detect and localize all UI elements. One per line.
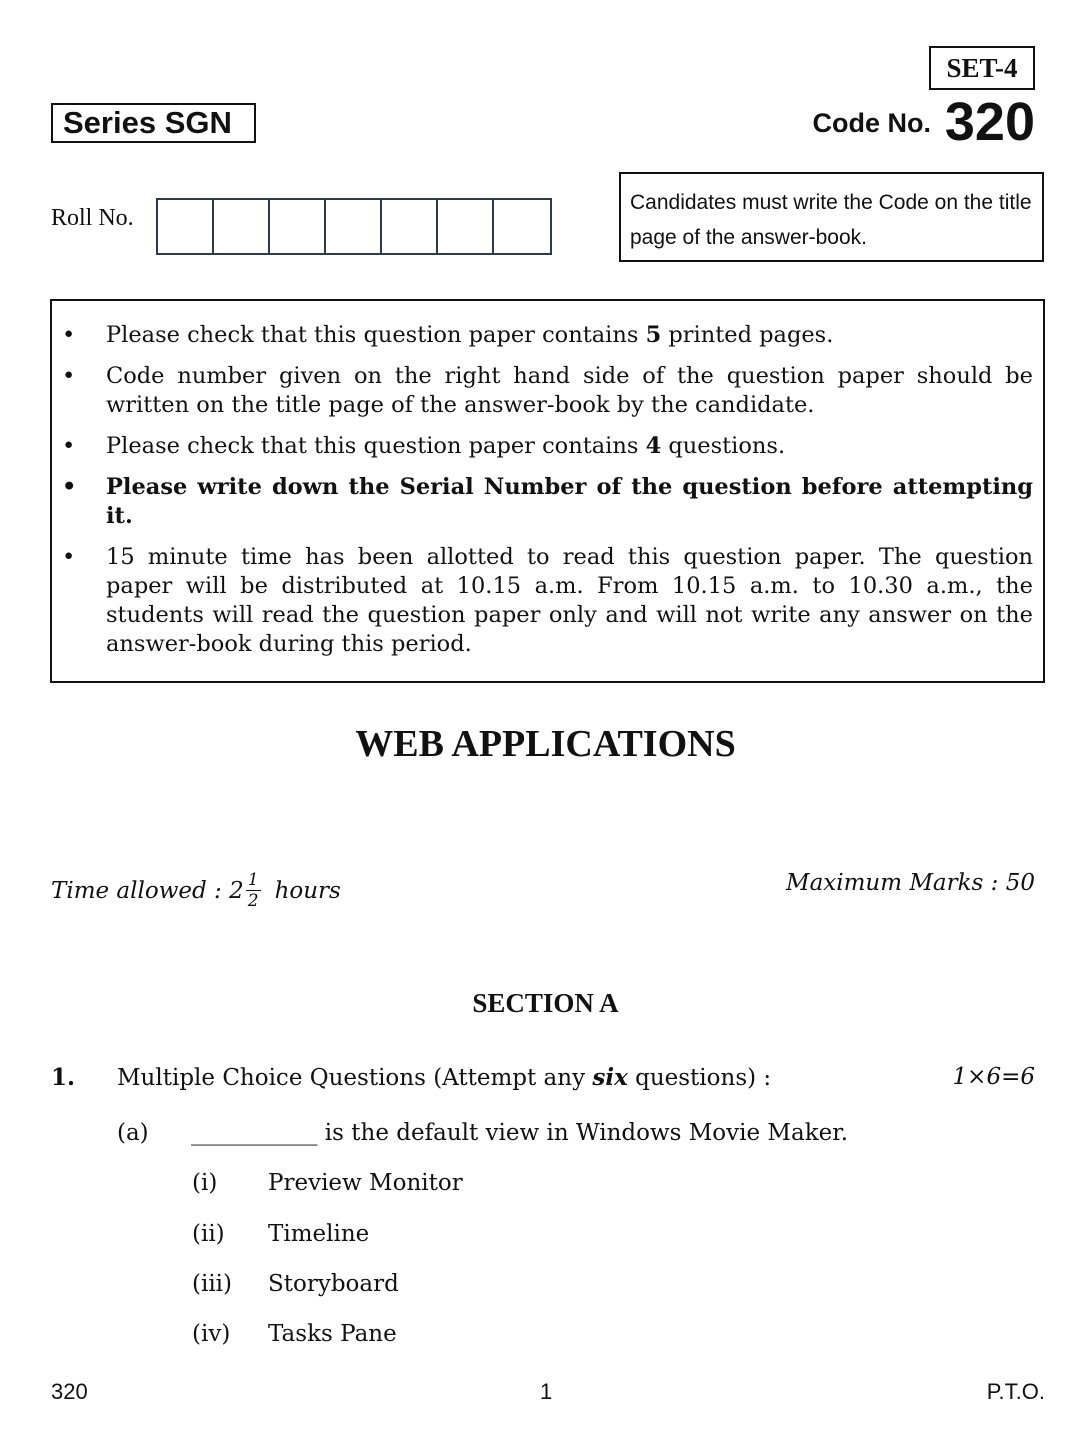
time-suffix: hours: [274, 877, 341, 904]
option-text: Preview Monitor: [268, 1170, 463, 1196]
footer-code: 320: [51, 1379, 88, 1404]
maximum-marks: Maximum Marks : 50: [786, 870, 1035, 896]
candidate-note: Candidates must write the Code on the title page of the answer-book.: [619, 172, 1044, 262]
option-text: Timeline: [268, 1221, 370, 1247]
question-marks: 1×6=6: [952, 1064, 1035, 1090]
instruction-text: Please write down the Serial Number of the question before attempting it.: [106, 474, 1033, 529]
question-count: 4: [645, 433, 662, 459]
roll-number-cell[interactable]: [326, 200, 382, 253]
instructions-box: [50, 299, 1045, 683]
option-label: (i): [192, 1170, 218, 1196]
instruction-text: printed pages.: [661, 322, 834, 348]
instruction-item: [52, 432, 1033, 461]
subquestion-label: (a): [117, 1120, 149, 1146]
instruction-text: Please check that this question paper contains: [106, 322, 646, 348]
set-badge: SET-4: [929, 46, 1035, 90]
instruction-item: [52, 543, 1033, 659]
roll-number-label: Roll No.: [51, 205, 134, 231]
option-label: (ii): [192, 1221, 225, 1247]
section-title: SECTION A: [472, 988, 619, 1018]
question-emphasis: six: [592, 1064, 628, 1091]
page-count: 5: [645, 322, 662, 348]
page-number: 1: [540, 1379, 553, 1404]
code-label: Code No.: [812, 108, 931, 138]
instruction-item: [52, 362, 1033, 420]
instruction-text: questions.: [661, 433, 786, 459]
instruction-item: [52, 321, 1033, 350]
paper-title: WEB APPLICATIONS: [355, 723, 736, 765]
instruction-text: 15 minute time has been allotted to read this question paper. The question paper will be distributed at 10.15 a.m. From 10.15 a.m. to 10.30 a.m., the students will read the question paper only and will not write any answer on the answer-book during this period.: [106, 544, 1033, 657]
fraction-numerator: 1: [247, 870, 259, 890]
bullet-icon: •: [62, 363, 76, 389]
roll-number-cell[interactable]: [270, 200, 326, 253]
bullet-icon: •: [62, 322, 76, 348]
option-text: Storyboard: [268, 1271, 399, 1297]
fraction-denominator: 2: [247, 891, 259, 911]
time-allowed: [51, 870, 341, 911]
roll-number-cell[interactable]: [382, 200, 438, 253]
subquestion-text: ___________ is the default view in Windows Movie Maker.: [191, 1120, 849, 1146]
roll-number-boxes: [156, 198, 552, 255]
time-fraction: [246, 870, 261, 911]
time-prefix: Time allowed : 2: [51, 877, 244, 904]
roll-number-cell[interactable]: [494, 200, 550, 253]
question-text-part: questions) :: [627, 1065, 772, 1091]
option-label: (iv): [192, 1321, 231, 1347]
bullet-icon: •: [62, 544, 76, 570]
roll-number-cell[interactable]: [158, 200, 214, 253]
bullet-icon: •: [62, 474, 77, 500]
question-text-part: Multiple Choice Questions (Attempt any: [117, 1065, 593, 1091]
series-badge: Series SGN: [51, 103, 256, 143]
instruction-text: Please check that this question paper contains: [106, 433, 646, 459]
option-text: Tasks Pane: [268, 1321, 397, 1347]
bullet-icon: •: [62, 433, 76, 459]
please-turn-over: P.T.O.: [986, 1379, 1045, 1404]
code-number: 320: [944, 92, 1035, 152]
instruction-item: [52, 473, 1033, 531]
question-number: 1.: [51, 1064, 76, 1091]
option-label: (iii): [192, 1271, 233, 1297]
question-text: [117, 1064, 771, 1091]
roll-number-cell[interactable]: [214, 200, 270, 253]
instruction-text: Code number given on the right hand side of the question paper should be written on the title page of the answer-book by the candidate.: [106, 363, 1033, 418]
roll-number-cell[interactable]: [438, 200, 494, 253]
